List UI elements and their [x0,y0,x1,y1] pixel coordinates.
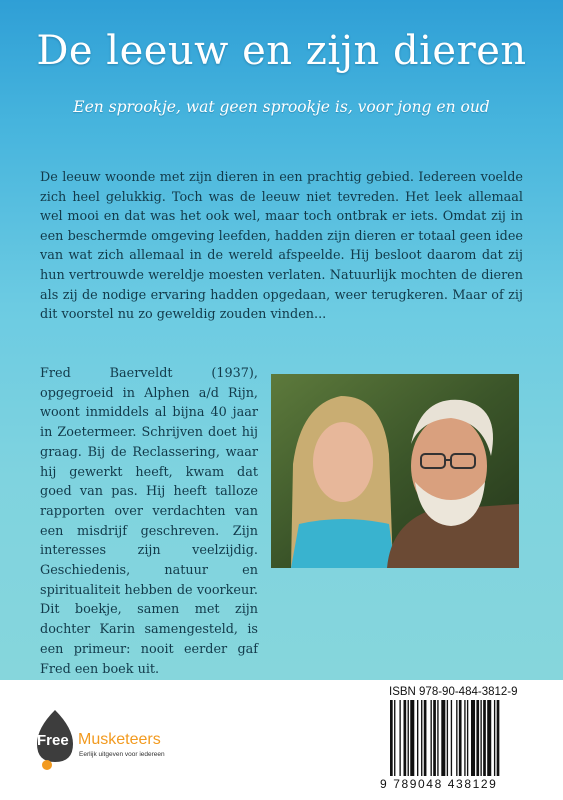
barcode-bar [487,700,491,776]
isbn-barcode [388,700,548,780]
barcode-bar [494,700,495,776]
barcode-bar [464,700,465,776]
barcode-digits: 9 789048 438129 [380,777,498,791]
barcode-bar [467,700,468,776]
barcode-bar [471,700,475,776]
book-title: De leeuw en zijn dieren [36,28,527,74]
barcode-bar [417,700,418,776]
barcode-bar [480,700,481,776]
barcode-bar [399,700,400,776]
barcode-bar [447,700,448,776]
barcode-bar [483,700,486,776]
publisher-logo-musketeers: Musketeers [78,731,161,748]
barcode-bar [451,700,452,776]
barcode-bar [441,700,445,776]
barcode-bar [394,700,395,776]
barcode-bar [404,700,407,776]
barcode-bar [497,700,500,776]
story-blurb: De leeuw woonde met zijn dieren in een prachtig gebied. Iedereen voelde zich heel gelukkig. Toch was de leeuw niet tevreden. Het leek allemaal wel mooi en dat was het ook wel, maar toch ontbrak er iets. Omdat zij in een beschermde omgeving leefden, hadden zijn dieren er totaal geen idee van wat zich allemaal in de wereld afspeelde. Hij besloot daarom dat zij hun vertrouwde wereldje moesten verlaten. Natuurlijk mochten de dieren als zij de nodige ervaring hadden opgedaan, weer terugkeren. Maar of zij dit voorstel nu zo geweldig zouden vinden... [40,170,523,323]
author-bio: Fred Baerveldt (1937), opgegroeid in Alphen a/d Rijn, woont inmiddels al bijna 40 jaar in Zoetermeer. Schrijven doet hij graag. Bij de Reclassering, waar hij gewerkt heeft, kwam dat goed van pas. Hij heeft talloze rapporten over verdachten van een misdrijf geschreven. Zijn interesses zijn veelzijdig. Geschiedenis, natuur en spiritualiteit hebben de voorkeur. Dit boekje, samen met zijn dochter Karin samengesteld, is een primeur: nooit eerder gaf Fred een boek uit. [40,366,258,677]
barcode-bar [459,700,462,776]
publisher-logo-free: Free [37,732,69,749]
barcode-bar [408,700,409,776]
isbn-label: ISBN 978-90-484-3812-9 [389,686,518,698]
author-photo [271,374,519,568]
barcode-bar [421,700,422,776]
barcode-bar [433,700,436,776]
barcode-bar [424,700,427,776]
barcode-bar [476,700,479,776]
barcode-bar [431,700,432,776]
barcode-bar [437,700,438,776]
publisher-tagline: Eerlijk uitgeven voor iedereen [79,751,165,758]
barcode-bar [456,700,457,776]
barcode-bar [390,700,393,776]
barcode-bar [410,700,414,776]
book-subtitle: Een sprookje, wat geen sprookje is, voor jong en oud [73,98,490,116]
